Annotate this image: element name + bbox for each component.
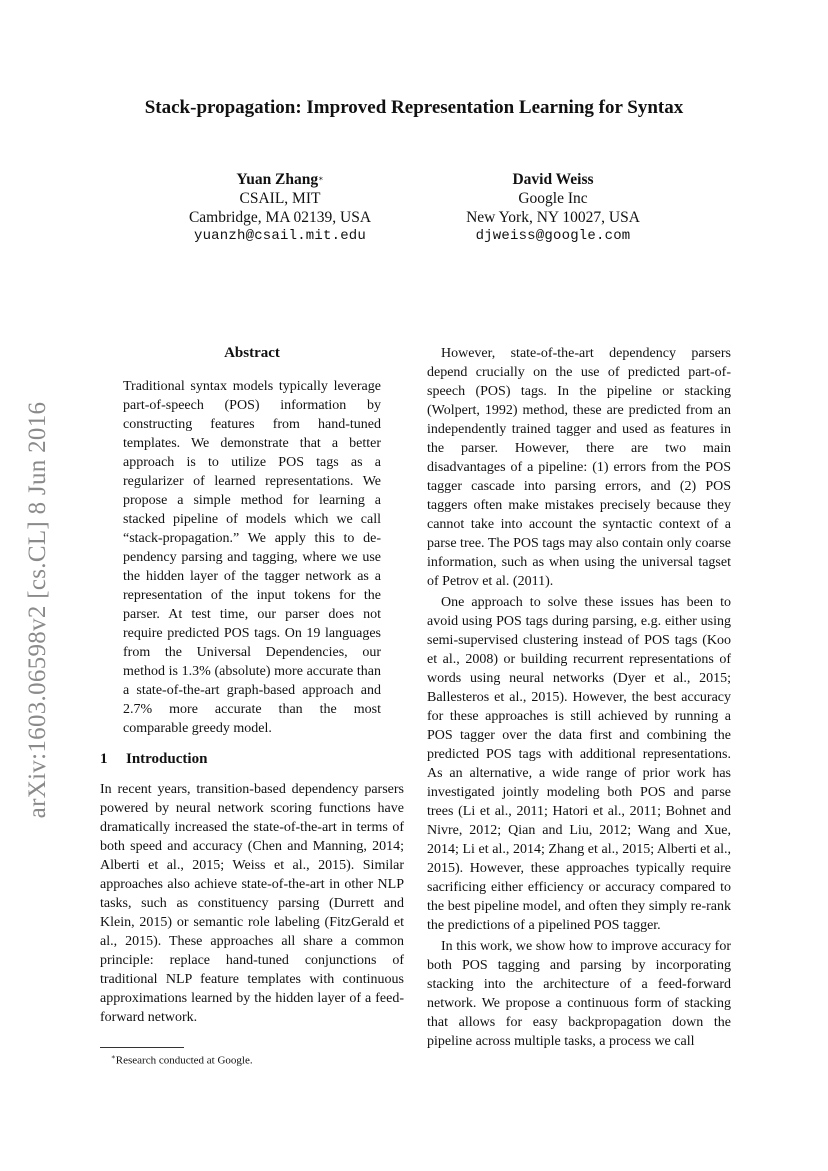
footnote-text: Research conducted at Google. xyxy=(115,1054,253,1067)
body-paragraph: In this work, we show how to improve accuracy for both POS tagging and parsing by incorporating stacking into the architecture of a feed-forward network. We propose a continuous form of stacking that allows for easy backpropagation down the pipeline across multiple tasks, a process we call xyxy=(427,939,731,1049)
section-heading xyxy=(100,750,404,769)
author-address: New York, NY 10027, USA xyxy=(466,209,640,226)
footnote-rule xyxy=(100,1047,184,1048)
body-paragraph: However, state-of-the-art dependency parsers depend crucially on the use of predicted part-of-speech (POS) tags. In the pipeline or stacking (Wolpert, 1992) method, these are predicted from an independently trained tagger and used as features in the parser. However, there are two main disadvantages of a pipeline: (1) errors from the POS tagger cascade into parsing errors, and (2) POS taggers often make mistakes precisely because they cannot take into account the syntactic context of a parse tree. The POS tags may also contain only coarse information, such as when using the universal tagset of Petrov et al. (2011). xyxy=(427,346,731,589)
abstract-body xyxy=(123,377,381,738)
abstract-paragraph: Traditional syntax models typically leverage part-of-speech (POS) information by constructing features from hand-tuned templates. We demonstrate that a better approach is to utilize POS tags as a regularizer of learned representations. We propose a simple method for learning a stacked pipeline of models which we call “stack-propagation.” We apply this to dependency parsing and tagging, where we use the hidden layer of the tagger network as a representation of the input tokens for the parser. At test time, our parser does not require predicted POS tags. On 19 languages from the Universal Dependencies, our method is 1.3% (absolute) more accurate than a state-of-the-art graph-based approach and 2.7% more accurate than the most comparable greedy model. xyxy=(123,379,381,736)
section-title: Introduction xyxy=(126,751,208,767)
author-address: Cambridge, MA 02139, USA xyxy=(188,209,372,226)
footnote xyxy=(111,1050,404,1068)
author-name: Yuan Zhang xyxy=(236,171,319,188)
author-name: David Weiss xyxy=(512,171,594,188)
author-affiliation: Google Inc xyxy=(518,190,588,207)
section-number: 1 xyxy=(100,751,108,767)
footnote-mark: ∗ xyxy=(111,1053,116,1061)
arxiv-identifier-stamp: arXiv:1603.06598v2 [cs.CL] 8 Jun 2016 xyxy=(24,401,51,819)
paper-title: Stack-propagation: Improved Representation Learning for Syntax xyxy=(144,97,684,118)
body-paragraph: In recent years, transition-based dependency parsers powered by neural network scoring functions have dramatically increased the state-of-the-art in terms of both speed and accuracy (Chen and Manning, 2014; Alberti et al., 2015; Weiss et al., 2015). Similar approaches also achieve state-of-the-art in other NLP tasks, such as constituency parsing (Durrett and Klein, 2015) or semantic role labeling (FitzGerald et al., 2015). These approaches all share a common principle: replace hand-tuned conjunctions of traditional NLP feature templates with continuous approximations learned by the hidden layer of a feed-forward network. xyxy=(100,782,404,1025)
author-email: djweiss@google.com xyxy=(475,228,631,244)
author-block-weiss xyxy=(413,170,693,246)
author-email: yuanzh@csail.mit.edu xyxy=(193,228,367,244)
abstract-heading: Abstract xyxy=(224,345,280,361)
author-footnote-mark: ∗ xyxy=(318,174,324,183)
right-column xyxy=(427,344,731,1053)
author-block-zhang xyxy=(140,170,420,246)
author-affiliation: CSAIL, MIT xyxy=(239,190,321,207)
body-paragraph: One approach to solve these issues has been to avoid using POS tags during parsing, e.g. either using semi-supervised clustering instead of POS tags (Koo et al., 2008) or building recurrent representations of words using neural networks (Dyer et al., 2015; Ballesteros et al., 2015). However, the best accuracy for these approaches is still achieved by running a POS tagger over the data first and combining the predicted POS tags with additional representations. As an alternative, a wide range of prior work has investigated jointly modeling both POS and parse trees (Li et al., 2011; Hatori et al., 2011; Bohnet and Nivre, 2012; Qian and Liu, 2012; Wang and Xue, 2014; Li et al., 2014; Zhang et al., 2015; Alberti et al., 2015). However, these approaches typically require sacrificing either efficiency or accuracy compared to the best pipeline model, and often they simply re-rank the predictions of a pipelined POS tagger. xyxy=(427,595,731,933)
introduction-body xyxy=(100,780,404,1027)
